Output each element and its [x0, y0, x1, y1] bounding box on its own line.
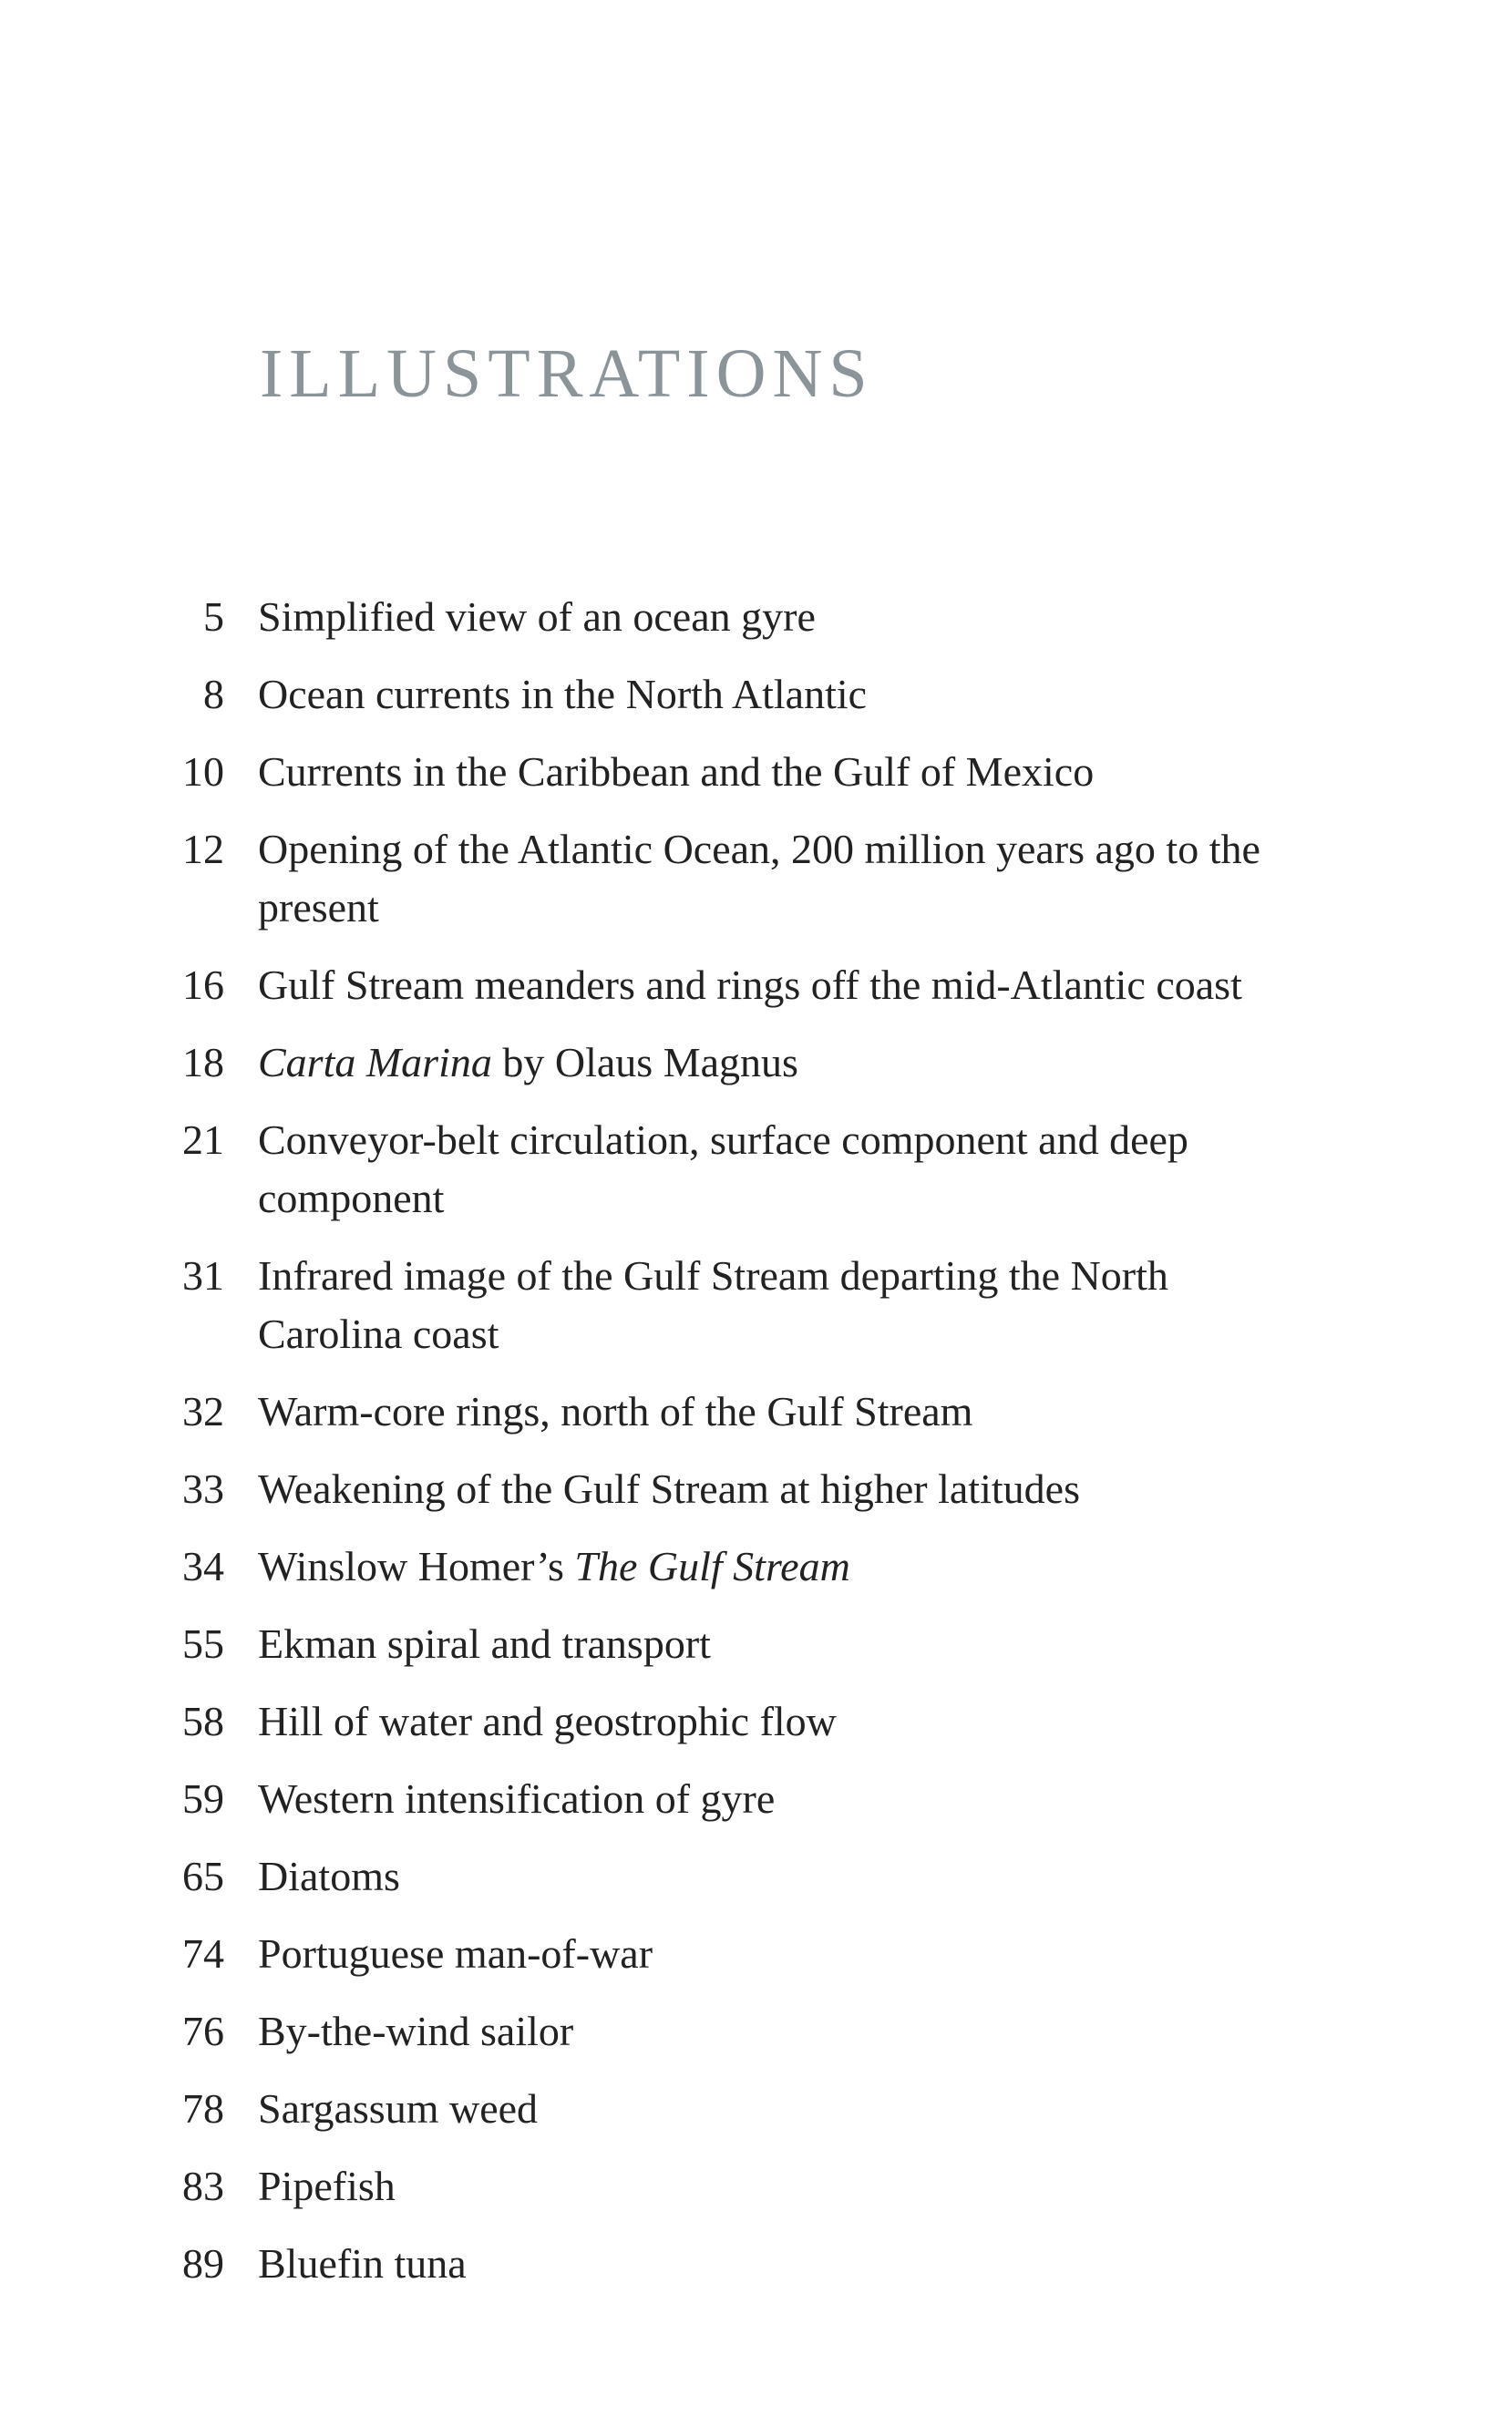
page-number: 18 [182, 1039, 224, 1085]
illustration-title: Weakening of the Gulf Stream at higher latitudes [258, 1465, 1080, 1512]
page-heading: ILLUSTRATIONS [260, 335, 874, 412]
list-item [0, 1034, 1512, 1092]
illustrations-list [0, 588, 1512, 2312]
illustration-title: Ekman spiral and transport [258, 1620, 711, 1667]
page-number: 83 [182, 2163, 224, 2209]
page-number: 89 [182, 2240, 224, 2287]
list-item [0, 1383, 1512, 1441]
page-number: 76 [182, 2008, 224, 2054]
page-number: 5 [203, 593, 224, 640]
list-item [0, 1111, 1512, 1228]
list-item [0, 1925, 1512, 1983]
list-item [0, 2002, 1512, 2061]
illustration-title: Gulf Stream meanders and rings off the mid-Atlantic coast [258, 962, 1242, 1008]
list-item [0, 1847, 1512, 1906]
page-number: 12 [182, 826, 224, 872]
illustration-title: Hill of water and geostrophic flow [258, 1698, 837, 1744]
page-number: 55 [182, 1620, 224, 1667]
list-item [0, 1537, 1512, 1596]
page-number: 16 [182, 962, 224, 1008]
page-number: 10 [182, 748, 224, 795]
illustration-title [258, 1537, 1288, 1596]
illustration-title: Bluefin tuna [258, 2240, 467, 2287]
page-number: 33 [182, 1465, 224, 1512]
illustration-title: Pipefish [258, 2163, 396, 2209]
page-number: 78 [182, 2085, 224, 2132]
illustration-title: Sargassum weed [258, 2085, 539, 2132]
page-number: 8 [203, 671, 224, 717]
list-item [0, 820, 1512, 937]
list-item [0, 1770, 1512, 1828]
list-item [0, 1615, 1512, 1673]
page-number: 31 [182, 1252, 224, 1299]
page-number: 58 [182, 1698, 224, 1744]
page-number: 59 [182, 1775, 224, 1822]
list-item [0, 956, 1512, 1014]
list-item [0, 2235, 1512, 2293]
illustration-title: By-the-wind sailor [258, 2008, 574, 2054]
list-item [0, 665, 1512, 724]
list-item [0, 588, 1512, 646]
page-number: 74 [182, 1930, 224, 1977]
italic-title: The Gulf Stream [574, 1543, 850, 1589]
list-item [0, 1247, 1512, 1363]
illustration-title: Ocean currents in the North Atlantic [258, 671, 868, 717]
title-rest: by Olaus Magnus [491, 1039, 798, 1085]
illustration-title: Opening of the Atlantic Ocean, 200 million years ago to the present [258, 826, 1260, 931]
illustration-title: Warm-core rings, north of the Gulf Stream [258, 1388, 973, 1435]
illustration-title: Infrared image of the Gulf Stream departing the North Carolina coast [258, 1252, 1168, 1357]
illustration-title: Western intensification of gyre [258, 1775, 776, 1822]
illustration-title: Conveyor-belt circulation, surface component and deep component [258, 1116, 1188, 1221]
list-item [0, 2157, 1512, 2216]
page-number: 21 [182, 1116, 224, 1163]
list-item [0, 743, 1512, 801]
italic-title: Carta Marina [258, 1039, 492, 1085]
page-number: 65 [182, 1853, 224, 1899]
list-item [0, 1460, 1512, 1518]
list-item [0, 1692, 1512, 1751]
title-lead: Winslow Homer’s [258, 1543, 575, 1589]
illustration-title: Currents in the Caribbean and the Gulf of Mexico [258, 748, 1095, 795]
list-item [0, 2080, 1512, 2138]
illustration-title: Portuguese man-of-war [258, 1930, 653, 1977]
page-number: 32 [182, 1388, 224, 1435]
illustration-title [258, 1034, 1288, 1092]
illustration-title: Simplified view of an ocean gyre [258, 593, 816, 640]
page-number: 34 [182, 1543, 224, 1589]
illustration-title: Diatoms [258, 1853, 400, 1899]
